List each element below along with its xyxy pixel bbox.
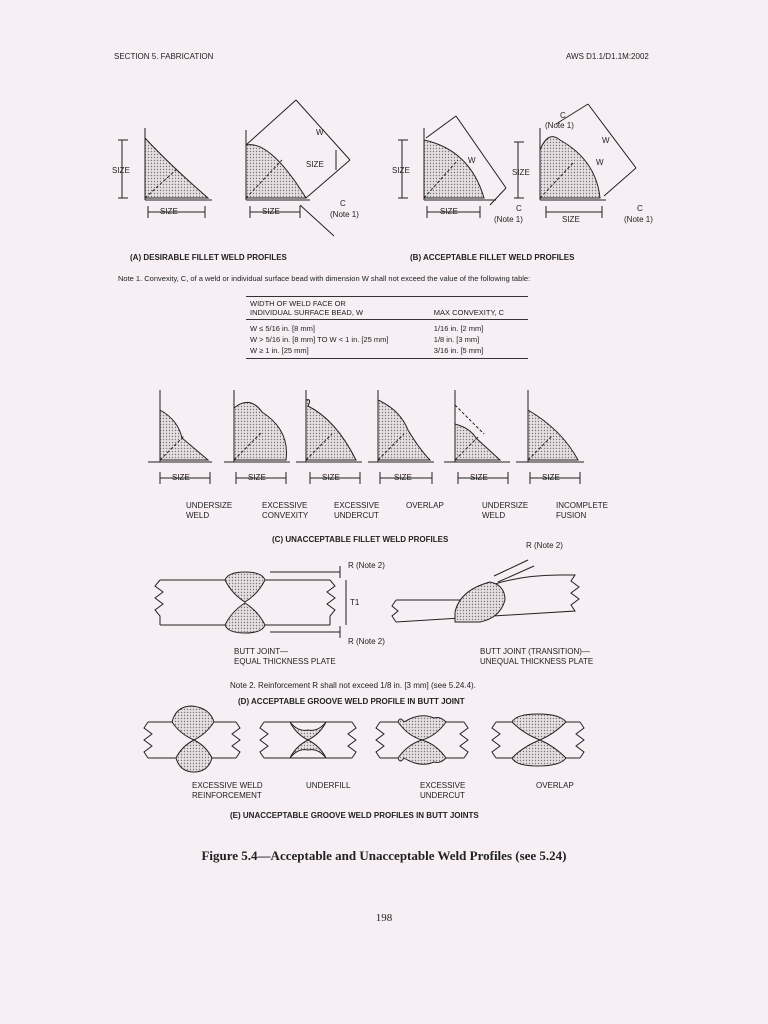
size-label-b1-h: SIZE	[440, 207, 458, 216]
figure-title: Figure 5.4—Acceptable and Unacceptable Weld Profiles (see 5.24)	[201, 848, 567, 863]
overlap-profile	[368, 390, 434, 484]
overlap-groove	[492, 714, 584, 766]
document-page: SECTION 5. FABRICATION AWS D1.1/D1.1M:2002 SIZE SIZE SIZE SIZE W C (Note 1) SIZE SIZE W C (Note 1) SIZE SIZE C (Note 1) W W C (Note 1) (A) DESIRABLE FILLET WELD PROFILES (B) ACCEPTABLE FILLET WELD PROFILES Note 1. Convexity, C, of a weld or individual surface bead with dimension W shall not exceed the value of the following table: WIDTH OF WELD FACE OR INDIVIDUAL SURFACE BEAD, W MAX CONVEXITY, C W ≤ 5/16 in. [8 mm] 1/16 in. [2 mm] W > 5/16 in. [8 mm] TO W < 1 in. [25 mm] 1/8 in. [3 mm] W ≥ 1 in. [25 mm] 3/16 in. [5 mm] SIZE SIZE SIZE SIZE SIZE SIZE UNDERSIZE WELD EXCESSIVE CONVEXITY EXCESSIVE UNDERCUT OVERLAP UNDERSIZE WELD INCOMPLETE FUSION (C) UNACCEPTABLE FILLET WELD PROFILES R (Note 2) R (Note 2) T1 R (Note 2) BUTT JOINT— EQUAL THICKNESS PLATE BUTT JOINT (TRANSITION)— UNEQUAL THICKNESS PLATE Note 2. Reinforcement R shall not exceed 1/8 in. [3 mm] (see 5.24.4). (D) ACCEPTABLE GROOVE WELD PROFILE IN BUTT JOINT EXCESSIVE WELD REINFORCEMENT UNDERFILL EXCESSIVE UNDERCUT OVERLAP (E) UNACCEPTABLE GROOVE WELD PROFILES IN BUTT JOINTS Figure 5.4—Acceptable and Unacceptable Weld Profiles (see 5.24) 198	[0, 0, 768, 1024]
butt-joint-equal-thickness	[155, 566, 346, 638]
table-row: W ≤ 5/16 in. [8 mm] 1/16 in. [2 mm]	[250, 324, 484, 333]
note-1: Note 1. Convexity, C, of a weld or individual surface bead with dimension W shall not exceed the value of the following table:	[118, 274, 531, 283]
caption-e: (E) UNACCEPTABLE GROOVE WELD PROFILES IN BUTT JOINTS	[230, 811, 479, 820]
r-note2-top: R (Note 2)	[348, 561, 385, 570]
table-header-c: MAX CONVEXITY, C	[430, 297, 528, 320]
note-2: Note 2. Reinforcement R shall not exceed 1/8 in. [3 mm] (see 5.24.4).	[230, 681, 476, 690]
excessive-undercut-profile	[296, 390, 362, 484]
c-label-b1: C	[516, 204, 522, 213]
size-label-c5: SIZE	[470, 473, 488, 482]
size-label-c6: SIZE	[542, 473, 560, 482]
size-label-a2: SIZE	[306, 160, 324, 169]
r-note2-bottom: R (Note 2)	[348, 637, 385, 646]
size-label-c2: SIZE	[248, 473, 266, 482]
size-label-c1: SIZE	[172, 473, 190, 482]
acceptable-fillet-weld-2	[514, 104, 636, 218]
w-label-b2b: W	[596, 158, 604, 167]
convexity-table	[246, 296, 528, 359]
excessive-undercut	[376, 716, 468, 765]
note1-label-b2-top: (Note 1)	[545, 121, 574, 130]
standard-header: AWS D1.1/D1.1M:2002	[566, 52, 649, 61]
underfill	[260, 722, 356, 758]
c-label-a2: C	[340, 199, 346, 208]
table-header-w: WIDTH OF WELD FACE OR INDIVIDUAL SURFACE BEAD, W	[246, 297, 430, 320]
note1-label-b2: (Note 1)	[624, 215, 653, 224]
r-note2-transition: R (Note 2)	[526, 541, 563, 550]
undersize-weld-profile-2	[444, 390, 510, 484]
table-row: W ≥ 1 in. [25 mm] 3/16 in. [5 mm]	[246, 345, 528, 359]
c-label-b2: C	[637, 204, 643, 213]
section-header: SECTION 5. FABRICATION	[114, 52, 214, 61]
caption-c: (C) UNACCEPTABLE FILLET WELD PROFILES	[272, 535, 449, 544]
size-label-a2-h: SIZE	[262, 207, 280, 216]
table-row: W > 5/16 in. [8 mm] TO W < 1 in. [25 mm] 1/8 in. [3 mm]	[250, 335, 480, 344]
acceptable-fillet-weld-1	[398, 116, 506, 218]
caption-d: (D) ACCEPTABLE GROOVE WELD PROFILE IN BUTT JOINT	[238, 697, 465, 706]
caption-a: (A) DESIRABLE FILLET WELD PROFILES	[130, 253, 287, 262]
size-label-b2: SIZE	[512, 168, 530, 177]
excessive-convexity-profile	[224, 390, 290, 484]
note1-label-b1: (Note 1)	[494, 215, 523, 224]
desirable-fillet-weld-1	[118, 128, 212, 218]
excessive-weld-reinforcement	[144, 706, 240, 772]
incomplete-fusion-profile	[516, 390, 584, 484]
butt-joint-unequal-thickness	[392, 560, 579, 622]
size-label-b1: SIZE	[392, 166, 410, 175]
w-label-b1: W	[468, 156, 476, 165]
undersize-weld-profile	[148, 390, 212, 484]
size-label-a1-h: SIZE	[160, 207, 178, 216]
page-number: 198	[375, 912, 393, 924]
w-label-a2: W	[316, 128, 324, 137]
size-label-c3: SIZE	[322, 473, 340, 482]
size-label-c4: SIZE	[394, 473, 412, 482]
note1-label-a2: (Note 1)	[330, 210, 359, 219]
size-label-b2-h: SIZE	[562, 215, 580, 224]
w-label-b2a: W	[602, 136, 610, 145]
caption-b: (B) ACCEPTABLE FILLET WELD PROFILES	[410, 253, 575, 262]
c-label-b2-top: C	[560, 111, 566, 120]
size-label-a1: SIZE	[112, 166, 130, 175]
t1-label: T1	[350, 598, 360, 607]
